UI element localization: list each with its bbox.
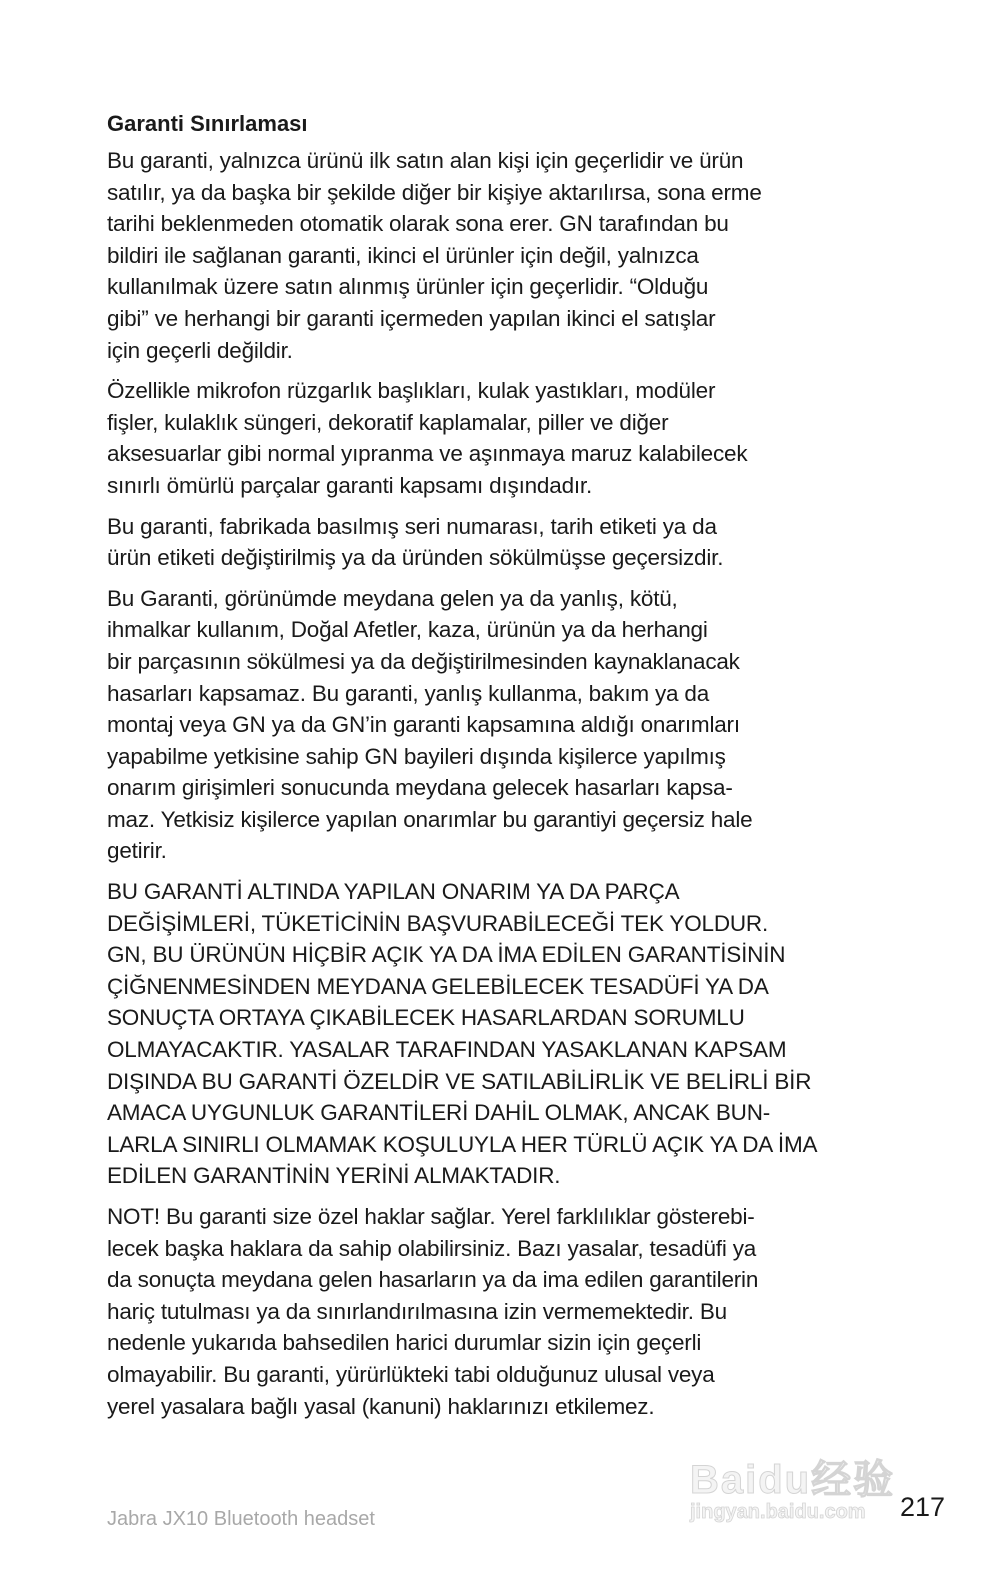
paragraphs <box>107 145 887 1422</box>
text-line: DIŞINDA BU GARANTİ ÖZELDİR VE SATILABİLİRLİK VE BELİRLİ BİR <box>107 1068 812 1094</box>
text-line: yapabilme yetkisine sahip GN bayileri dışında kişilerce yapılmış <box>107 743 726 769</box>
document-body <box>107 108 887 1431</box>
section-title: Garanti Sınırlaması <box>107 111 308 136</box>
text-line: hasarları kapsamaz. Bu garanti, yanlış kullanma, bakım ya da <box>107 680 710 706</box>
text-line: maz. Yetkisiz kişilerce yapılan onarımlar bu garantiyi geçersiz hale <box>107 806 753 832</box>
paragraph <box>107 583 887 867</box>
footer-product: Jabra JX10 Bluetooth headset <box>107 1508 375 1530</box>
paragraph <box>107 1201 887 1422</box>
text-line: montaj veya GN ya da GN’in garanti kapsamına aldığı onarımları <box>107 712 740 738</box>
watermark-logo: Baidu经验 <box>690 1458 896 1502</box>
text-line: bildiri ile sağlanan garanti, ikinci el ürünler için değil, yalnızca <box>107 242 699 268</box>
text-line: BU GARANTİ ALTINDA YAPILAN ONARIM YA DA PARÇA <box>107 879 680 905</box>
baidu-watermark <box>690 1448 895 1524</box>
text-line: da sonuçta meydana gelen hasarların ya da ima edilen garantilerin <box>107 1267 759 1293</box>
text-line: lecek başka haklara da sahip olabilirsiniz. Bazı yasalar, tesadüfi ya <box>107 1235 757 1261</box>
text-line: GN, BU ÜRÜNÜN HİÇBİR AÇIK YA DA İMA EDİLEN GARANTİSİNİN <box>107 942 786 968</box>
text-line: nedenle yukarıda bahsedilen harici durumlar sizin için geçerli <box>107 1330 702 1356</box>
text-line: getirir. <box>107 838 167 864</box>
text-line: hariç tutulması ya da sınırlandırılmasına izin vermemektedir. Bu <box>107 1298 727 1324</box>
paragraph <box>107 876 887 1192</box>
paragraph <box>107 145 887 366</box>
text-line: ÇİĞNENMESİNDEN MEYDANA GELEBİLECEK TESADÜFİ YA DA <box>107 973 769 999</box>
text-line: OLMAYACAKTIR. YASALAR TARAFINDAN YASAKLANAN KAPSAM <box>107 1037 787 1063</box>
text-line: ürün etiketi değiştirilmiş ya da üründen sökülmüşse geçersizdir. <box>107 545 724 571</box>
text-line: SONUÇTA ORTAYA ÇIKABİLECEK HASARLARDAN SORUMLU <box>107 1005 745 1031</box>
text-line: olmayabilir. Bu garanti, yürürlükteki tabi olduğunuz ulusal veya <box>107 1361 715 1387</box>
text-line: onarım girişimleri sonucunda meydana gelecek hasarları kapsa- <box>107 775 733 801</box>
text-line: EDİLEN GARANTİNİN YERİNİ ALMAKTADIR. <box>107 1163 561 1189</box>
text-line: LARLA SINIRLI OLMAMAK KOŞULUYLA HER TÜRLÜ AÇIK YA DA İMA <box>107 1131 818 1157</box>
text-line: Bu Garanti, görünümde meydana gelen ya da yanlış, kötü, <box>107 585 678 611</box>
text-line: gibi” ve herhangi bir garanti içermeden yapılan ikinci el satışlar <box>107 305 716 331</box>
watermark-url: jingyan.baidu.com <box>690 1501 866 1523</box>
text-line: fişler, kulaklık süngeri, dekoratif kaplamalar, piller ve diğer <box>107 409 669 435</box>
text-line: ihmalkar kullanım, Doğal Afetler, kaza, ürünün ya da herhangi <box>107 617 708 643</box>
text-line: Bu garanti, fabrikada basılmış seri numarası, tarih etiketi ya da <box>107 513 717 539</box>
text-line: aksesuarlar gibi normal yıpranma ve aşınmaya maruz kalabilecek <box>107 441 748 467</box>
text-line: AMACA UYGUNLUK GARANTİLERİ DAHİL OLMAK, ANCAK BUN- <box>107 1100 771 1126</box>
text-line: satılır, ya da başka bir şekilde diğer bir kişiye aktarılırsa, sona erme <box>107 179 762 205</box>
page-number: 217 <box>900 1492 946 1522</box>
paragraph <box>107 375 887 501</box>
text-line: DEĞİŞİMLERİ, TÜKETİCİNİN BAŞVURABİLECEĞİ TEK YOLDUR. <box>107 910 769 936</box>
paragraph <box>107 511 887 574</box>
text-line: tarihi beklenmeden otomatik olarak sona erer. GN tarafından bu <box>107 211 729 237</box>
text-line: Özellikle mikrofon rüzgarlık başlıkları, kulak yastıkları, modüler <box>107 378 716 404</box>
text-line: kullanılmak üzere satın alınmış ürünler için geçerlidir. “Olduğu <box>107 274 709 300</box>
text-line: Bu garanti, yalnızca ürünü ilk satın alan kişi için geçerlidir ve ürün <box>107 148 744 173</box>
text-line: için geçerli değildir. <box>107 337 293 363</box>
text-line: bir parçasının sökülmesi ya da değiştirilmesinden kaynaklanacak <box>107 648 740 674</box>
text-line: NOT! Bu garanti size özel haklar sağlar. Yerel farklılıklar gösterebi- <box>107 1204 755 1229</box>
text-line: sınırlı ömürlü parçalar garanti kapsamı dışındadır. <box>107 472 593 498</box>
text-line: yerel yasalara bağlı yasal (kanuni) haklarınızı etkilemez. <box>107 1393 655 1419</box>
